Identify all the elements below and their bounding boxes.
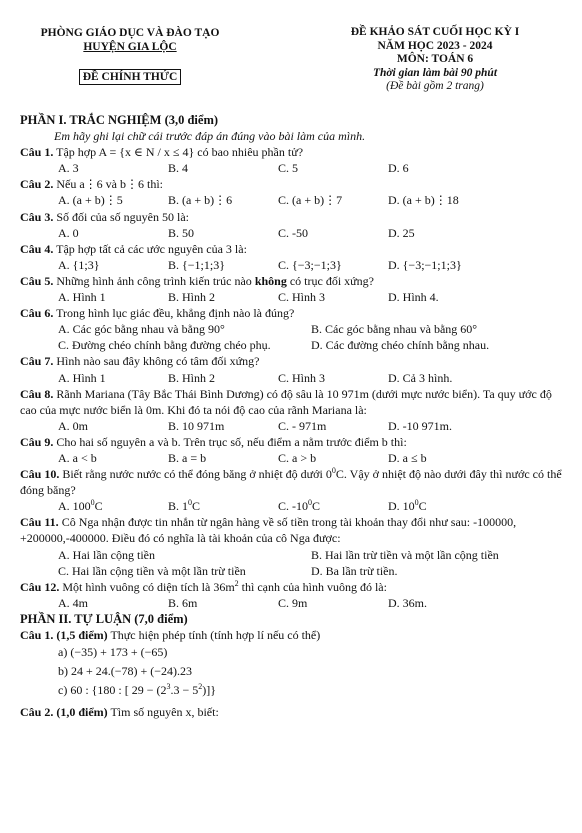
options-1: A. 3 B. 4 C. 5 D. 6 xyxy=(58,161,409,176)
question-4: Câu 4. Tập hợp tất cả các ước nguyên của 3 là: xyxy=(20,241,247,256)
essay-item-b: b) 24 + 24.(−78) + (−24).23 xyxy=(58,664,193,679)
options-6a: A. Các góc bằng nhau và bằng 90° B. Các góc bằng nhau và bằng 60° xyxy=(58,322,478,337)
question-7: Câu 7. Hình nào sau đây không có tâm đối xứng? xyxy=(20,354,260,369)
options-6b: C. Đường chéo chính bằng đường chéo phụ. D. Các đường chéo chính bằng nhau. xyxy=(58,338,490,353)
essay-item-c: c) 60 : {180 : [ $29 - (2^3.3 - 5^2)$]} xyxy=(58,682,217,698)
options-11a: A. Hai lần cộng tiền B. Hai lần trừ tiền và một lần cộng tiền xyxy=(58,547,499,562)
options-7: A. Hình 1 B. Hình 2 C. Hình 3 D. Cả 3 hình. xyxy=(58,370,453,385)
header-left xyxy=(20,26,240,85)
part1-instruction: Em hãy ghi lại chữ cái trước đáp án đúng vào bài làm của mình. xyxy=(54,129,366,144)
options-2: A. (a + b)⋮5 B. (a + b)⋮6 C. (a + b)⋮7 D. (a + b)⋮18 xyxy=(58,193,459,208)
question-2: Câu 2. Nếu a⋮6 và b⋮6 thì: xyxy=(20,177,163,192)
options-10: A. $100^0C$ B. $1^0C$ C. $-10^0C$ D. $10^0C$ xyxy=(58,498,427,514)
org-line1: PHÒNG GIÁO DỤC VÀ ĐÀO TẠO xyxy=(40,27,220,39)
official-label: ĐỀ CHÍNH THỨC xyxy=(79,69,182,85)
options-3: A. 0 B. 50 C. -50 D. 25 xyxy=(58,225,415,240)
school-year: NĂM HỌC 2023 - 2024 xyxy=(377,39,493,52)
options-9: A. a < b B. a = b C. a > b D. a ≤ b xyxy=(58,450,427,465)
header-right xyxy=(310,26,560,94)
question-11: Câu 11. Cô Nga nhận được tin nhắn từ ngân hàng về số tiền trong tài khoản thay đổi như sau: -100000, +200000,-400000. Điều đó có nghĩa là tài khoản của cô Nga được: xyxy=(20,515,517,546)
part2-title: PHẦN II. TỰ LUẬN (7,0 điểm) xyxy=(20,611,188,626)
question-8: Câu 8. Rãnh Mariana (Tây Bắc Thái Bình Dương) có độ sâu là 10 971m (dưới mực nước biển). Ta quy ước độ cao của mực nước biển là 0m. Khi đó ta nói độ cao của rãnh Mariana là: xyxy=(20,386,552,417)
essay-question-2: Câu 2. (1,0 điểm) Tìm số nguyên x, biết: xyxy=(20,705,219,720)
question-6: Câu 6. Trong hình lục giác đều, khẳng định nào là đúng? xyxy=(20,306,295,321)
question-9: Câu 9. Cho hai số nguyên a và b. Trên trục số, nếu điểm a nằm trước điểm b thì: xyxy=(20,434,407,449)
options-12: A. 4m B. 6m C. 9m D. 36m. xyxy=(58,595,427,610)
options-11b: C. Hai lần cộng tiền và một lần trừ tiền D. Ba lần trừ tiền. xyxy=(58,563,398,578)
question-10: Câu 10. Biết rằng nước nước có thể đóng băng ở nhiệt độ dưới $0^0C$. Vậy ở nhiệt độ nào dưới đây thì nước có thể đóng băng? xyxy=(20,466,562,498)
options-4: A. {1;3} B. {−1;1;3} C. {−3;−1;3} D. {−3;−1;1;3} xyxy=(58,257,462,272)
exam-title: ĐỀ KHẢO SÁT CUỐI HỌC KỲ I xyxy=(350,26,520,38)
question-3: Câu 3. Số đối của số nguyên 50 là: xyxy=(20,209,189,224)
essay-item-a: a) (−35) + 173 + (−65) xyxy=(58,645,168,660)
pages-note: (Đề bài gồm 2 trang) xyxy=(386,80,484,93)
options-8: A. 0m B. 10 971m C. - 971m D. -10 971m. xyxy=(58,418,452,433)
exam-time: Thời gian làm bài 90 phút xyxy=(372,66,498,79)
essay-question-1: Câu 1. (1,5 điểm) Thực hiện phép tính (tính hợp lí nếu có thể) xyxy=(20,628,321,642)
exam-content xyxy=(20,112,565,720)
org-line2: HUYỆN GIA LỘC xyxy=(83,41,177,53)
question-12: Câu 12. Một hình vuông có diện tích là $36m^2$ thì cạnh của hình vuông đó là: xyxy=(20,578,387,594)
part1-title: PHẦN I. TRẮC NGHIỆM (3,0 điểm) xyxy=(20,113,219,127)
question-5: Câu 5. Những hình ảnh công trình kiến trúc nào không có trục đối xứng? xyxy=(20,273,374,288)
subject: MÔN: TOÁN 6 xyxy=(396,53,474,66)
question-1: Câu 1. Tập hợp A = {x ∈ N / x ≤ 4} có bao nhiêu phần tử? xyxy=(20,145,304,160)
options-5: A. Hình 1 B. Hình 2 C. Hình 3 D. Hình 4. xyxy=(58,290,439,305)
